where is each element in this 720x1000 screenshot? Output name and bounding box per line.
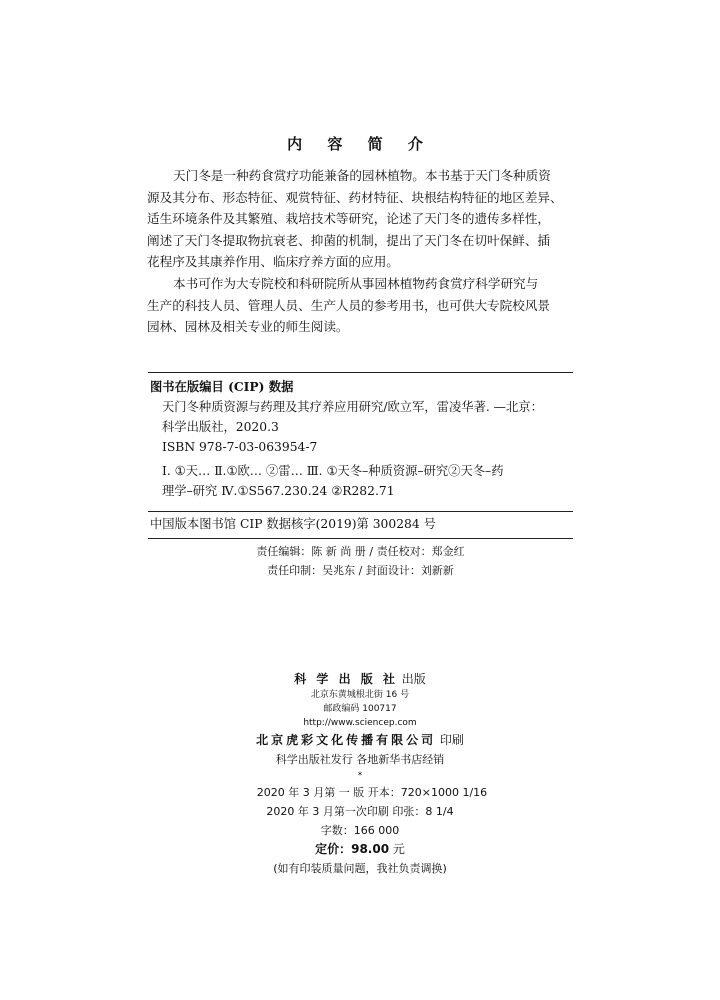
word-count: 字数：166 000 — [320, 824, 400, 837]
cip-bottom-rule — [148, 538, 573, 539]
intro-line: 本书可作为大专院校和科研院所从事园林植物药食赏疗科学研究与 — [173, 276, 539, 291]
price-label: 定价： — [315, 842, 352, 856]
cip-block — [150, 377, 572, 501]
intro-paragraph-2 — [147, 273, 572, 338]
edition-line: 2020 年 3 月第 一 版 开本：720×1000 1/16 — [256, 786, 488, 799]
cip-record-line: 天门冬种质资源与药理及其疗养应用研究/欧立军，雷凌华著. —北京： — [162, 400, 543, 414]
printing-line: 2020 年 3 月第一次印刷 印张：8 1/4 — [266, 805, 454, 818]
publisher-postcode: 邮政编码 100717 — [323, 704, 397, 714]
cip-classification-line: 理学–研究 Ⅳ.①S567.230.24 ②R282.71 — [162, 484, 395, 498]
replacement-notice: (如有印装质量问题，我社负责调换) — [273, 862, 447, 875]
section-title: 内 容 简 介 — [287, 135, 433, 153]
cip-number: 中国版本图书馆 CIP 数据核字(2019)第 300284 号 — [150, 517, 436, 531]
intro-line: 园林、园林及相关专业的师生阅读。 — [147, 319, 349, 334]
intro-line: 阐述了天门冬提取物抗衰老、抑菌的机制，提出了天门冬在切叶保鲜、插 — [147, 232, 550, 248]
intro-line: 花程序及其康养作用、临床疗养方面的应用。 — [147, 254, 399, 269]
intro-line: 源及其分布、形态特征、观赏特征、药材特征、块根结构特征的地区差异、 — [147, 189, 563, 205]
cip-isbn: ISBN 978-7-03-063954-7 — [162, 440, 318, 454]
printer-suffix: 印刷 — [439, 733, 464, 747]
publisher-logo-text: 科 学 出 版 社 — [294, 672, 398, 686]
cip-record-line: 科学出版社，2020.3 — [162, 420, 279, 434]
publisher-line — [0, 670, 720, 688]
distribution-line: 科学出版社发行 各地新华书店经销 — [275, 753, 445, 766]
cip-middle-rule — [148, 511, 573, 512]
printer-line — [0, 730, 720, 750]
cip-heading: 图书在版编目 (CIP) 数据 — [150, 379, 294, 394]
responsibility-line: 责任编辑：陈 新 尚 册 / 责任校对：郑金红 — [256, 545, 465, 558]
price-value: 98.00 — [351, 842, 390, 856]
price-line — [0, 840, 720, 859]
publisher-suffix: 出版 — [401, 672, 426, 686]
responsibility-block — [148, 542, 573, 580]
publisher-block — [0, 670, 720, 878]
intro-line: 适生环境条件及其繁殖、栽培技术等研究，论述了天门冬的遗传多样性， — [147, 211, 550, 226]
printer-name: 北京虎彩文化传播有限公司 — [256, 733, 437, 747]
publisher-url: http://www.sciencep.com — [303, 718, 417, 728]
cip-classification-line: Ⅰ. ①天… Ⅱ.①欧… ②雷… Ⅲ. ①天冬–种质资源–研究②天冬–药 — [162, 464, 504, 478]
intro-line: 天门冬是一种药食赏疗功能兼备的园林植物。本书基于天门冬种质资 — [173, 168, 551, 183]
publisher-address: 北京东黄城根北街 16 号 — [310, 690, 410, 700]
responsibility-line: 责任印制：吴兆东 / 封面设计：刘新新 — [267, 564, 454, 577]
price-unit: 元 — [392, 842, 405, 856]
separator-star: * — [357, 771, 363, 781]
intro-line: 生产的科技人员、管理人员、生产人员的参考用书，也可供大专院校风景 — [147, 297, 550, 313]
intro-paragraph-1 — [147, 165, 572, 273]
cip-top-rule — [148, 372, 573, 373]
